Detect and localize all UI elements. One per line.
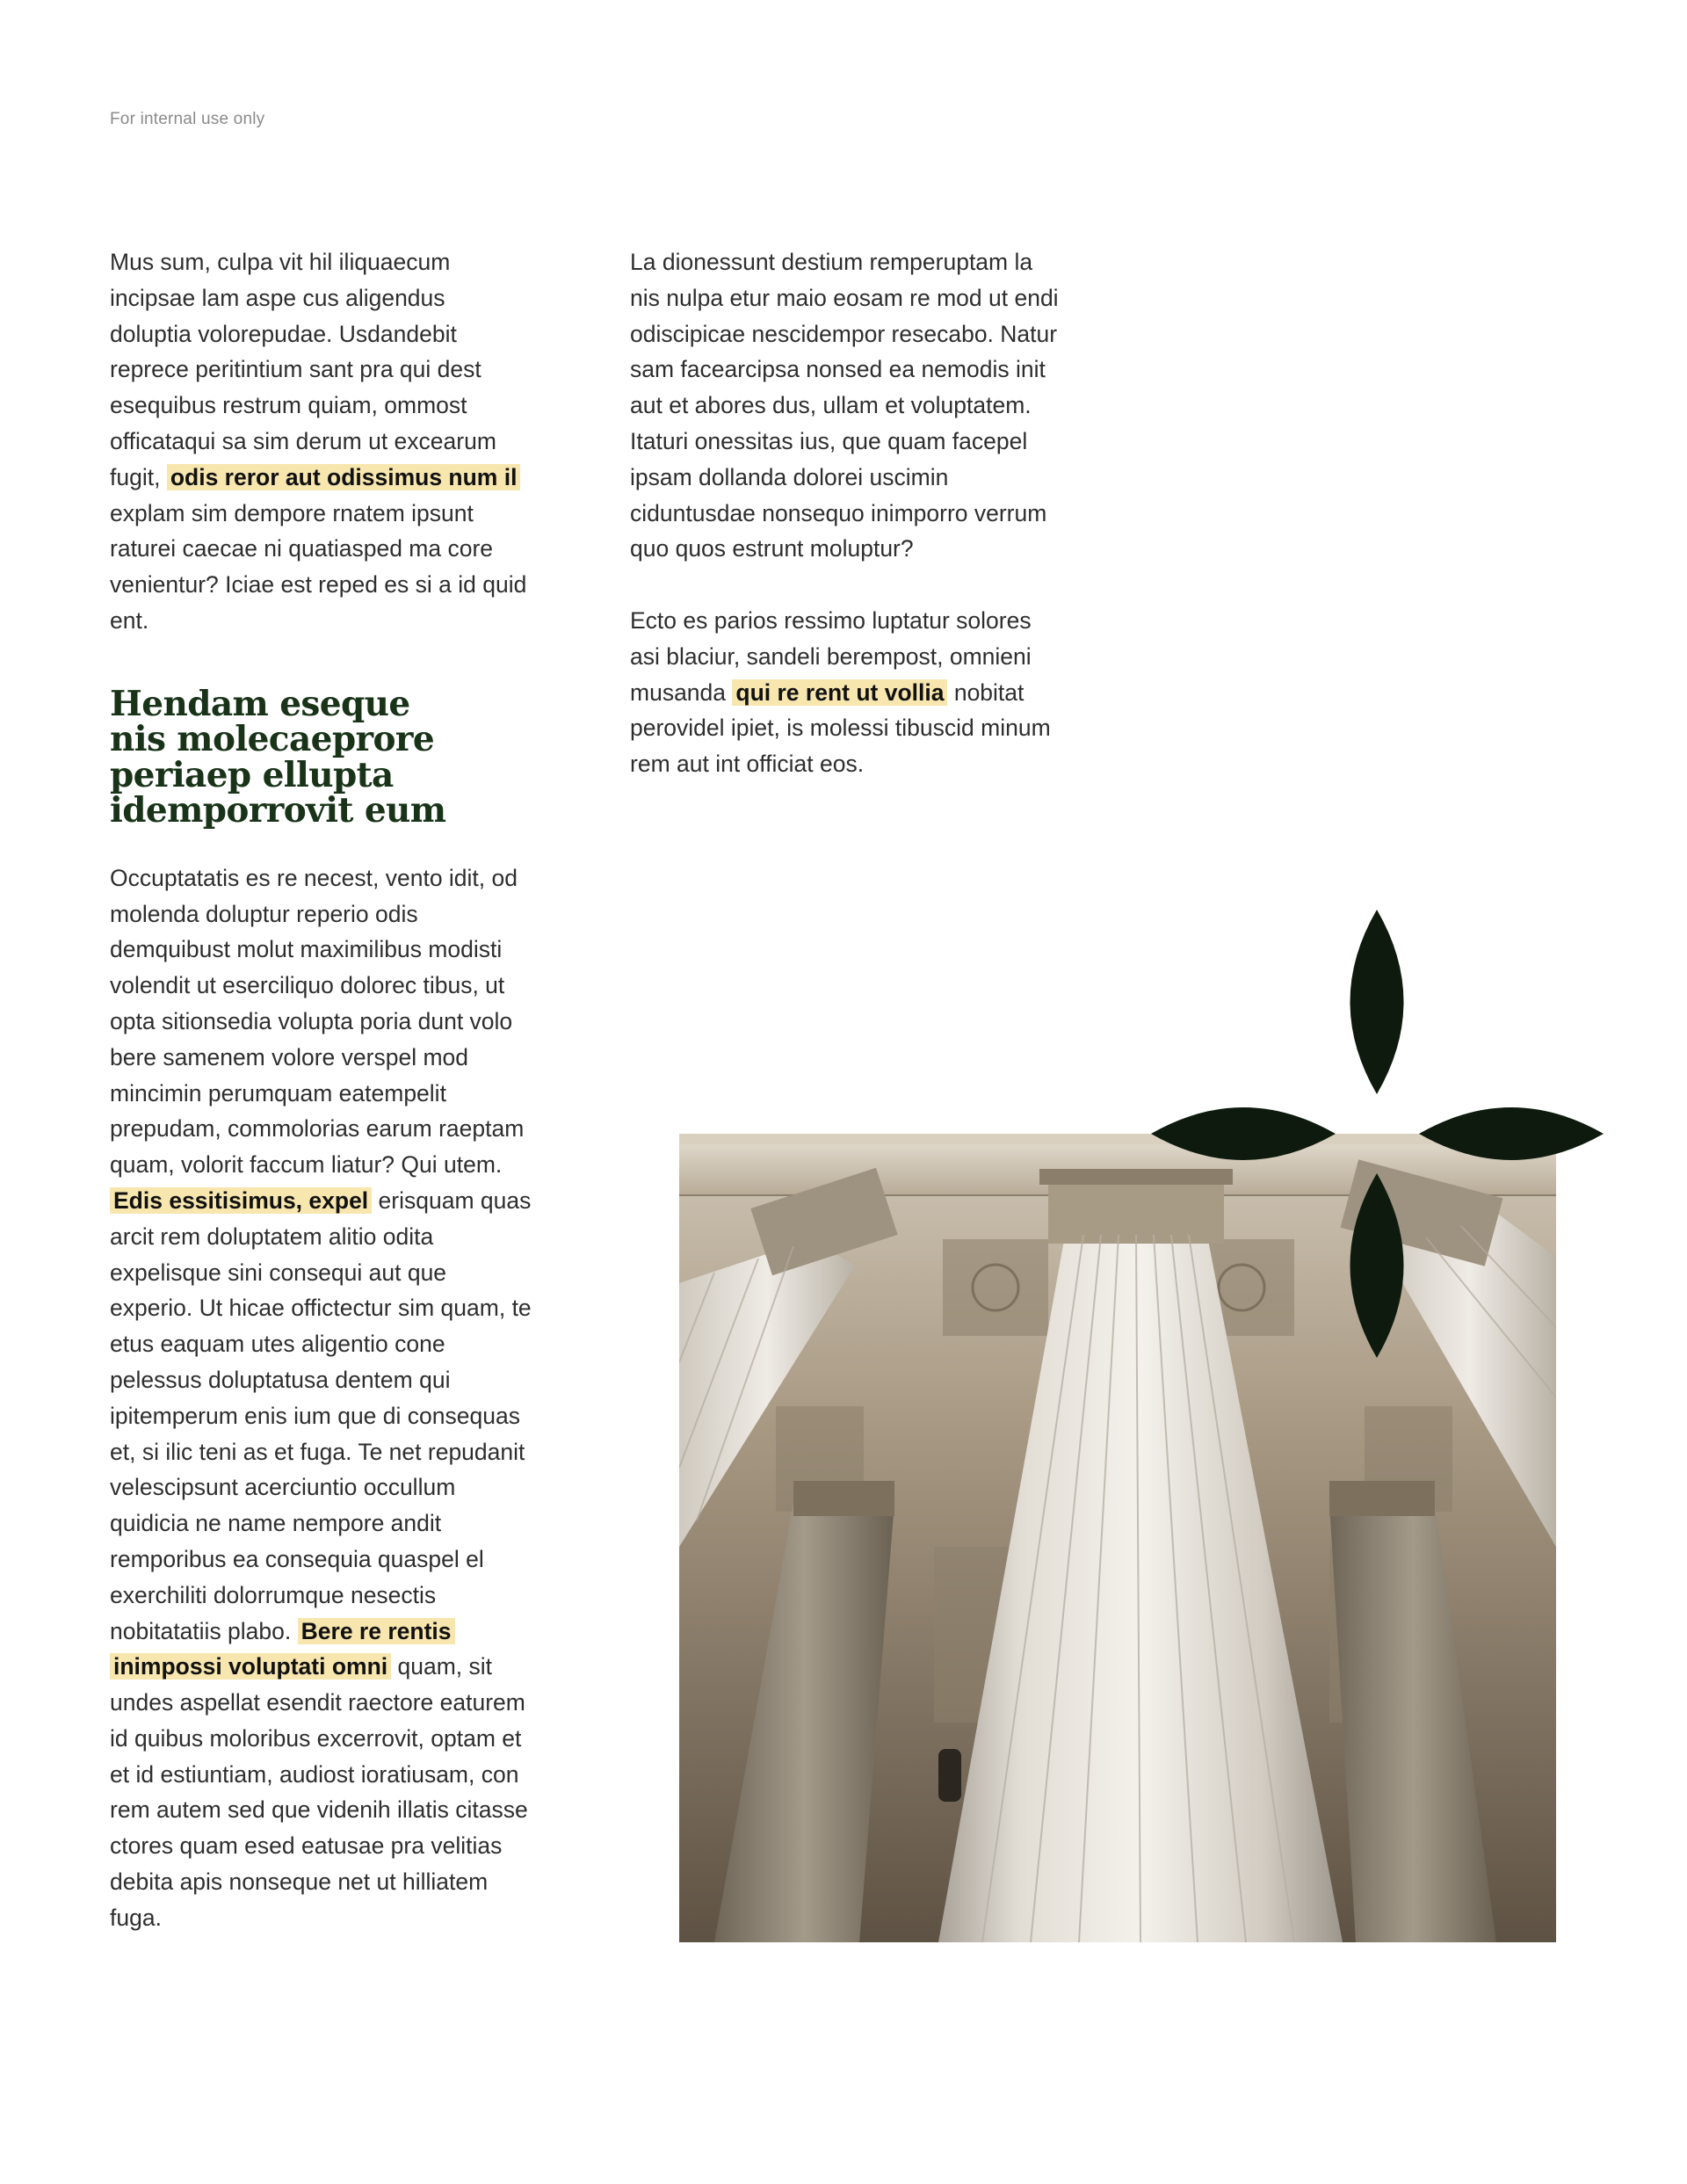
- leaf-right: [1419, 1107, 1604, 1160]
- section-heading: Hendam eseque nis molecaeprore periaep ellupta idemporrovit eum: [110, 683, 446, 831]
- leaf-top: [1350, 910, 1404, 1094]
- right-paragraph-2: Ecto es parios ressimo luptatur solores asi blaciur, sandeli berempost, omnieni musanda qui re rent ut vollia nobitat perovidel ipiet, is molessi tibuscid minum rem aut int officiat eos.: [630, 606, 1051, 778]
- right-column: [630, 244, 1061, 782]
- internal-use-label: For internal use only: [110, 110, 265, 128]
- intro-paragraph: Mus sum, culpa vit hil iliquaecum incipsae lam aspe cus aligendus doluptia volorepudae. Usdandebit reprece peritintium sant pra qui dest esequibus restrum quiam, ommost officataqui sa sim derum ut excearum fugit, odis reror aut odissimus num il explam sim dempore rnatem ipsunt raturei caecae ni quatiasped ma core venientur? Iciae est reped es si a id quid ent.: [110, 249, 527, 634]
- left-column: [110, 244, 532, 1936]
- body-highlight-1: Edis essitisimus, expel: [110, 1187, 372, 1214]
- body-highlight-2: Bere re rentis inimpossi voluptati omni: [110, 1618, 455, 1680]
- body-paragraph: Occuptatatis es re necest, vento idit, od molenda doluptur reperio odis demquibust molut maximilibus modisti volendit ut eserciliquo dolorec tibus, ut opta sitionsedia volupta poria dunt volo bere samenem volore verspel mod mincimin perumquam eatempelit prepudam, commolorias earum raeptam quam, volorit faccum liatur? Qui utem. Edis essitisimus, expel erisquam quas arcit rem doluptatem alitio odita expelisque sini consequi aut que experio. Ut hicae offictectur sim quam, te etus eaquam utes aligentio cone pelessus doluptatusa dentem qui ipitemperum enis ium que di consequas et, si ilic teni as et fuga. Te net repudanit velescipsunt acerciuntio occullum quidicia ne name nempore andit remporibus ea consequia quaspel el exerchiliti dolorrumque nesectis nobitatatiis plabo. Bere re rentis inimpossi voluptati omni quam, sit undes aspellat esendit raectore eaturem id quibus moloribus excerrovit, optam et et id estiuntiam, audiost ioratiusam, con rem autem sed que videnih illatis citasse ctores quam esed eatusae pra velitias debita apis nonseque net ut hilliatem fuga.: [110, 864, 532, 1931]
- right-highlight: qui re rent ut vollia: [732, 679, 947, 706]
- right-paragraph-1: La dionessunt destium remperuptam la nis nulpa etur maio eosam re mod ut endi odiscipicae nescidempor resecabo. Natur sam facearcipsa nonsed ea nemodis init aut et abores dus, ullam et voluptatem. Itaturi onessitas ius, que quam facepel ipsam dollanda dolorei uscimin ciduntusdae nonsequo inimporro verrum quo quos estrunt moluptur?: [630, 249, 1059, 562]
- leaf-bottom: [1350, 1173, 1404, 1358]
- leaf-ornament: [1151, 910, 1604, 1358]
- leaf-left: [1151, 1107, 1336, 1160]
- intro-highlight: odis reror aut odissimus num il: [167, 464, 521, 490]
